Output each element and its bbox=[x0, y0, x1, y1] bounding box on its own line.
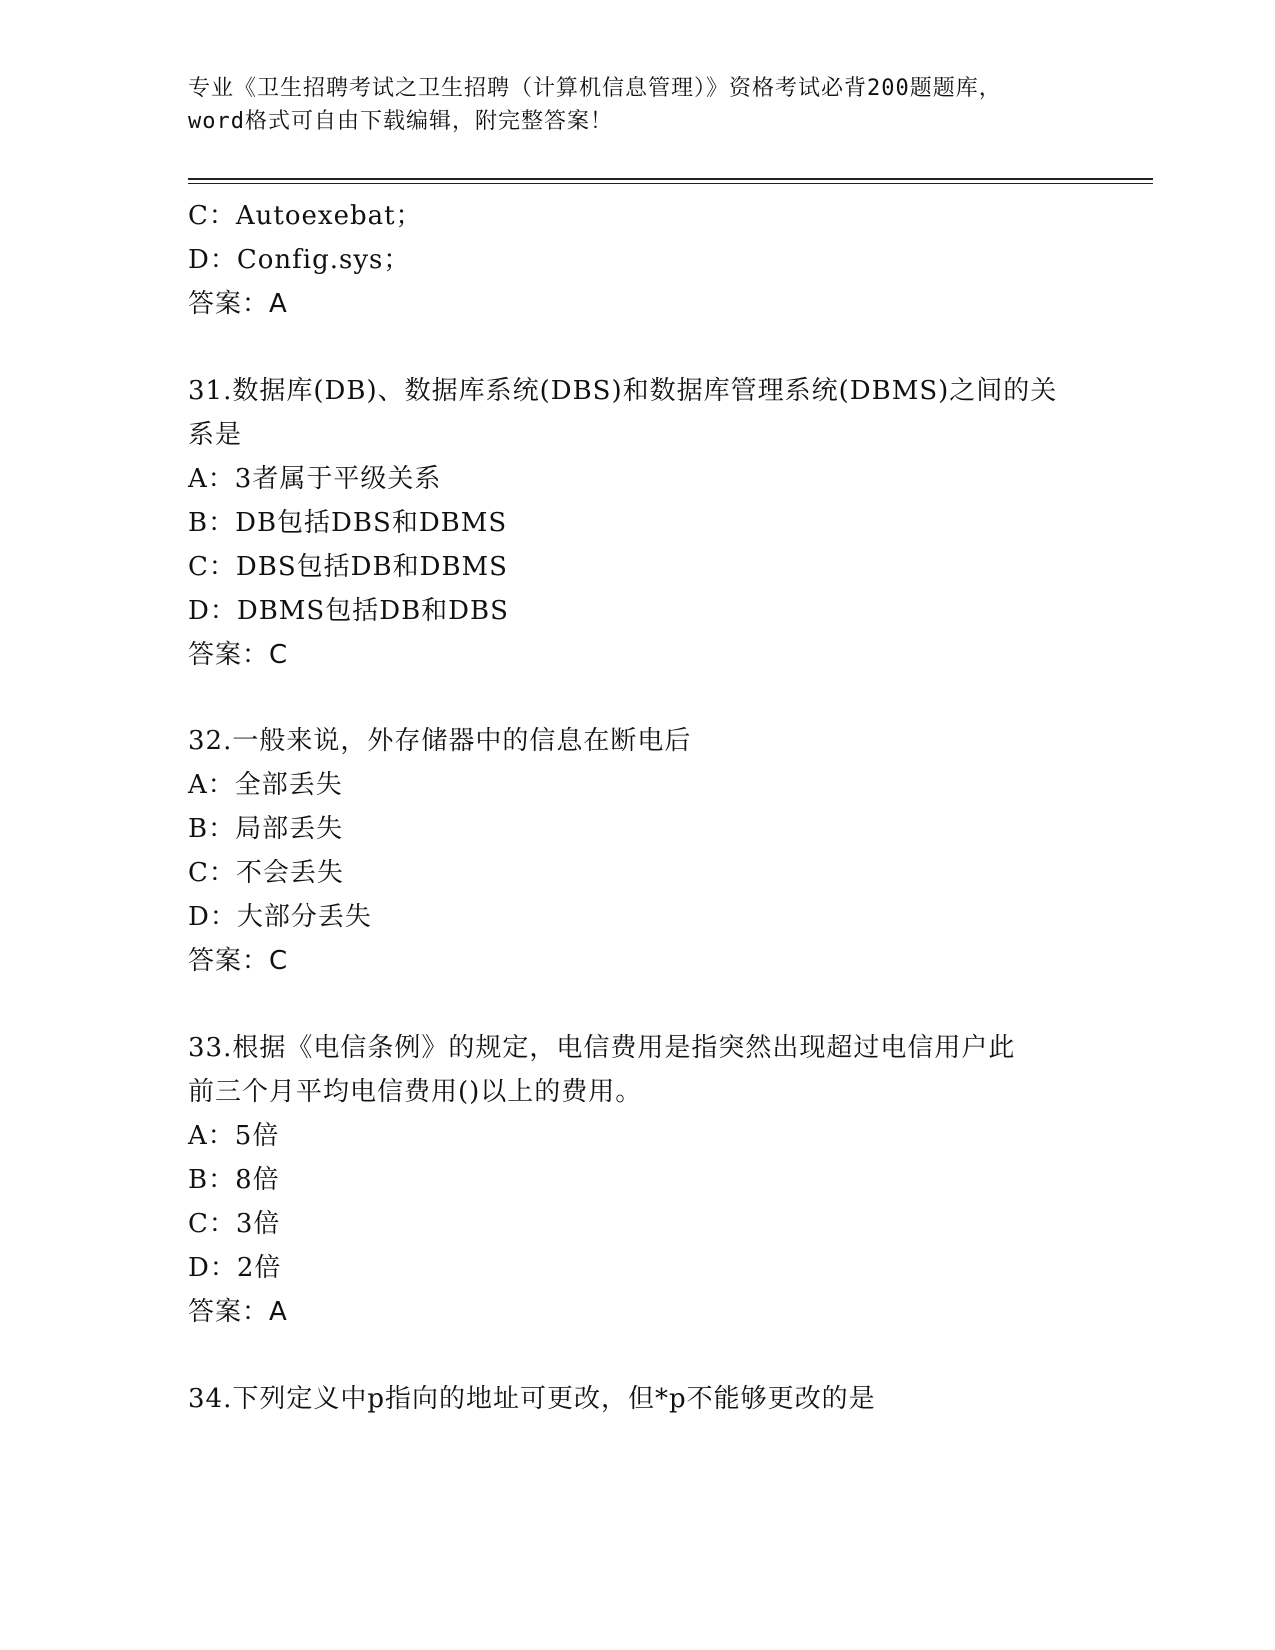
header-line-1: 专业《卫生招聘考试之卫生招聘（计算机信息管理）》资格考试必背200题题库， bbox=[188, 76, 1002, 101]
q31-option-d: D：DBMS包括DB和DBS bbox=[188, 596, 509, 626]
q30-answer: 答案：A bbox=[188, 289, 288, 319]
q32-answer: 答案：C bbox=[188, 946, 289, 976]
q31-answer: 答案：C bbox=[188, 640, 289, 670]
q32-option-d: D：大部分丢失 bbox=[188, 902, 372, 932]
header-divider-thin bbox=[188, 183, 1153, 184]
q30-option-c: C：Autoexebat； bbox=[188, 201, 423, 231]
q33-option-d: D：2倍 bbox=[188, 1253, 282, 1283]
q33-answer: 答案：A bbox=[188, 1297, 288, 1327]
q31-option-b: B：DB包括DBS和DBMS bbox=[188, 508, 508, 538]
q32-option-a: A：全部丢失 bbox=[188, 770, 343, 800]
q31-option-c: C：DBS包括DB和DBMS bbox=[188, 552, 508, 582]
q30-option-d: D：Config.sys； bbox=[188, 245, 411, 275]
q32-option-c: C：不会丢失 bbox=[188, 858, 344, 888]
q32-option-b: B：局部丢失 bbox=[188, 814, 344, 844]
q33-stem-line-1: 33.根据《电信条例》的规定，电信费用是指突然出现超过电信用户此 bbox=[188, 1033, 1016, 1063]
q34-stem-line-1: 34.下列定义中p指向的地址可更改，但*p不能够更改的是 bbox=[188, 1384, 876, 1414]
q32-stem-line-1: 32.一般来说，外存储器中的信息在断电后 bbox=[188, 726, 692, 756]
document-header bbox=[188, 72, 1088, 138]
q33-stem-line-2: 前三个月平均电信费用()以上的费用。 bbox=[188, 1077, 643, 1107]
q31-stem-line-1: 31.数据库(DB)、数据库系统(DBS)和数据库管理系统(DBMS)之间的关 bbox=[188, 376, 1058, 406]
header-line-2: word格式可自由下载编辑，附完整答案！ bbox=[188, 109, 613, 134]
q31-option-a: A：3者属于平级关系 bbox=[188, 464, 442, 494]
q33-option-a: A：5倍 bbox=[188, 1121, 280, 1151]
q33-option-b: B：8倍 bbox=[188, 1165, 280, 1195]
q31-stem-line-2: 系是 bbox=[188, 420, 243, 450]
q33-option-c: C：3倍 bbox=[188, 1209, 281, 1239]
header-divider-thick bbox=[188, 178, 1153, 180]
